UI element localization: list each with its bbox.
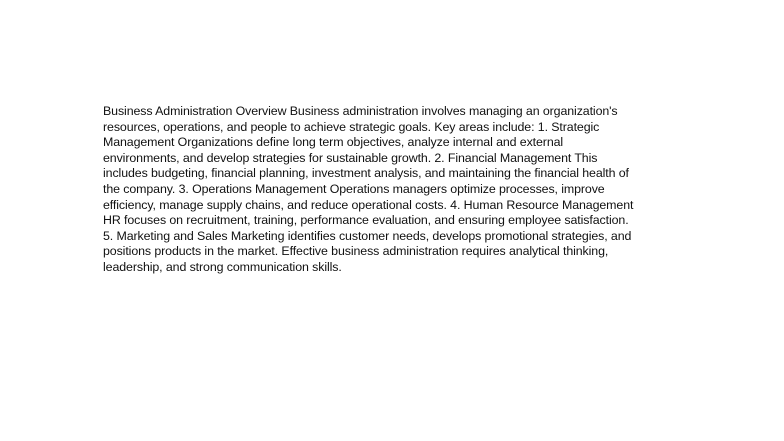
paragraph-line: HR focuses on recruitment, training, performance evaluation, and ensuring employee satisfaction. — [103, 213, 629, 228]
paragraph-line: resources, operations, and people to achieve strategic goals. Key areas include: 1. Strategic — [103, 119, 600, 134]
paragraph-line: includes budgeting, financial planning, investment analysis, and maintaining the financial health of — [103, 166, 629, 181]
paragraph-line: environments, and develop strategies for sustainable growth. 2. Financial Management This — [103, 150, 598, 165]
paragraph-line: efficiency, manage supply chains, and reduce operational costs. 4. Human Resource Management — [103, 197, 634, 212]
paragraph-line: positions products in the market. Effective business administration requires analytical thinking, — [103, 244, 609, 259]
body-paragraph — [103, 104, 683, 276]
paragraph-line: Business Administration Overview Business administration involves managing an organization's — [103, 104, 618, 118]
paragraph-line: 5. Marketing and Sales Marketing identifies customer needs, develops promotional strategies, and — [103, 228, 632, 243]
paragraph-line: the company. 3. Operations Management Operations managers optimize processes, improve — [103, 181, 605, 196]
paragraph-line: leadership, and strong communication skills. — [103, 259, 342, 274]
paragraph-line: Management Organizations define long term objectives, analyze internal and external — [103, 135, 564, 150]
